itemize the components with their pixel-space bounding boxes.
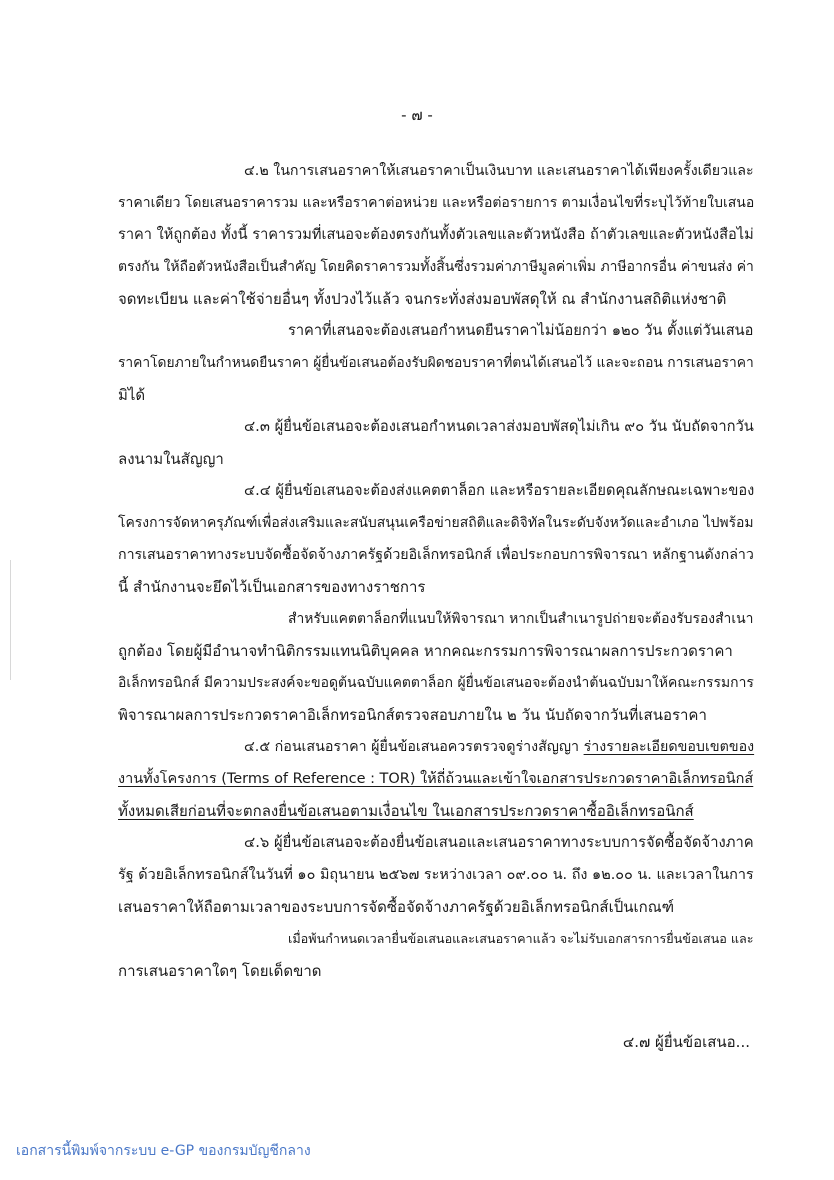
paragraph-line [244,737,754,757]
underlined-line: งานทั้งโครงการ (Terms of Reference : TOR) ให้ถี่ถ้วนและเข้าใจเอกสารประกวดราคาอิเล็กทรอนิกส์ [118,771,754,787]
footer-watermark: เอกสารนี้พิมพ์จากระบบ e-GP ของกรมบัญชีกลาง [16,1143,311,1159]
paragraph-line: ๔.๔ ผู้ยื่นข้อเสนอจะต้องส่งแคตตาล็อก และหรือรายละเอียดคุณลักษณะเฉพาะของ [244,482,755,499]
paragraph-line: ตรงกัน ให้ถือตัวหนังสือเป็นสำคัญ โดยคิดราคารวมทั้งสิ้นซึ่งรวมค่าภาษีมูลค่าเพิ่ม ภาษีอากรอื่น ค่าขนส่ง ค่า [118,259,754,275]
paragraph-line: ราคาที่เสนอจะต้องเสนอกำหนดยืนราคาไม่น้อยกว่า ๑๒๐ วัน ตั้งแต่วันเสนอ [288,322,754,339]
paragraph-line: ราคา ให้ถูกต้อง ทั้งนี้ ราคารวมที่เสนอจะต้องตรงกันทั้งตัวเลขและตัวหนังสือ ถ้าตัวเลขและตัวหนังสือไม่ [118,226,754,243]
paragraph-line: ราคาโดยภายในกำหนดยืนราคา ผู้ยื่นข้อเสนอต้องรับผิดชอบราคาที่ตนได้เสนอไว้ และจะถอน การเสนอราคา [118,355,754,371]
paragraph-line: พิจารณาผลการประกวดราคาอิเล็กทรอนิกส์ตรวจสอบภายใน ๒ วัน นับถัดจากวันที่เสนอราคา [118,706,707,724]
paragraph-line: โครงการจัดหาครุภัณฑ์เพื่อส่งเสริมและสนับสนุนเครือข่ายสถิติและดิจิทัลในระดับจังหวัดและอำเภอ ไปพร้อม [118,515,754,531]
paragraph-line: การเสนอราคาใดๆ โดยเด็ดขาด [118,962,322,980]
paragraph-line: ลงนามในสัญญา [118,450,224,468]
paragraph-line: ถูกต้อง โดยผู้มีอำนาจทำนิติกรรมแทนนิติบุคคล หากคณะกรรมการพิจารณาผลการประกวดราคา [118,642,733,660]
continuation-text: ๔.๗ ผู้ยื่นข้อเสนอ... [622,1033,750,1051]
paragraph-line: เสนอราคาให้ถือตามเวลาของระบบการจัดซื้อจัดจ้างภาครัฐด้วยอิเล็กทรอนิกส์เป็นเกณฑ์ [118,898,675,916]
page-number: - ๗ - [401,106,433,124]
paragraph-line: ๔.๒ ในการเสนอราคาให้เสนอราคาเป็นเงินบาท และเสนอราคาได้เพียงครั้งเดียวและ [244,163,754,179]
paragraph-line: ๔.๖ ผู้ยื่นข้อเสนอจะต้องยื่นข้อเสนอและเสนอราคาทางระบบการจัดซื้อจัดจ้างภาค [244,834,754,851]
paragraph-line: อิเล็กทรอนิกส์ มีความประสงค์จะขอดูต้นฉบับแคตตาล็อก ผู้ยื่นข้อเสนอจะต้องนำต้นฉบับมาให้คณะกรรมการ [118,675,754,691]
underlined-text: ร่างรายละเอียดขอบเขตของ [583,739,755,755]
paragraph-line: รัฐ ด้วยอิเล็กทรอนิกส์ในวันที่ ๑๐ มิถุนายน ๒๕๖๗ ระหว่างเวลา ๐๙.๐๐ น. ถึง ๑๒.๐๐ น. และเวลาในการ [118,867,754,883]
paragraph-line: ราคาเดียว โดยเสนอราคารวม และหรือราคาต่อหน่วย และหรือต่อรายการ ตามเงื่อนไขที่ระบุไว้ท้ายใบเสนอ [118,195,755,211]
paragraph-line: นี้ สำนักงานจะยึดไว้เป็นเอกสารของทางราชการ [118,578,426,596]
paragraph-line: สำหรับแคตตาล็อกที่แนบให้พิจารณา หากเป็นสำเนารูปถ่ายจะต้องรับรองสำเนา [288,611,754,627]
underlined-line: ทั้งหมดเสียก่อนที่จะตกลงยื่นข้อเสนอตามเงื่อนไข ในเอกสารประกวดราคาซื้ออิเล็กทรอนิกส์ [118,802,694,820]
paragraph-text: ๔.๕ ก่อนเสนอราคา ผู้ยื่นข้อเสนอควรตรวจดูร่างสัญญา [244,739,580,755]
paragraph-line: การเสนอราคาทางระบบจัดซื้อจัดจ้างภาครัฐด้วยอิเล็กทรอนิกส์ เพื่อประกอบการพิจารณา หลักฐานดังกล่าว [118,547,754,563]
paragraph-line: เมื่อพ้นกำหนดเวลายื่นข้อเสนอและเสนอราคาแล้ว จะไม่รับเอกสารการยื่นข้อเสนอ และ [288,931,754,946]
margin-line [10,560,11,680]
paragraph-line: ๔.๓ ผู้ยื่นข้อเสนอจะต้องเสนอกำหนดเวลาส่งมอบพัสดุไม่เกิน ๙๐ วัน นับถัดจากวัน [244,418,754,435]
paragraph-line: จดทะเบียน และค่าใช้จ่ายอื่นๆ ทั้งปวงไว้แล้ว จนกระทั่งส่งมอบพัสดุให้ ณ สำนักงานสถิติแห่งชาติ [118,290,727,308]
paragraph-line: มิได้ [118,386,146,404]
